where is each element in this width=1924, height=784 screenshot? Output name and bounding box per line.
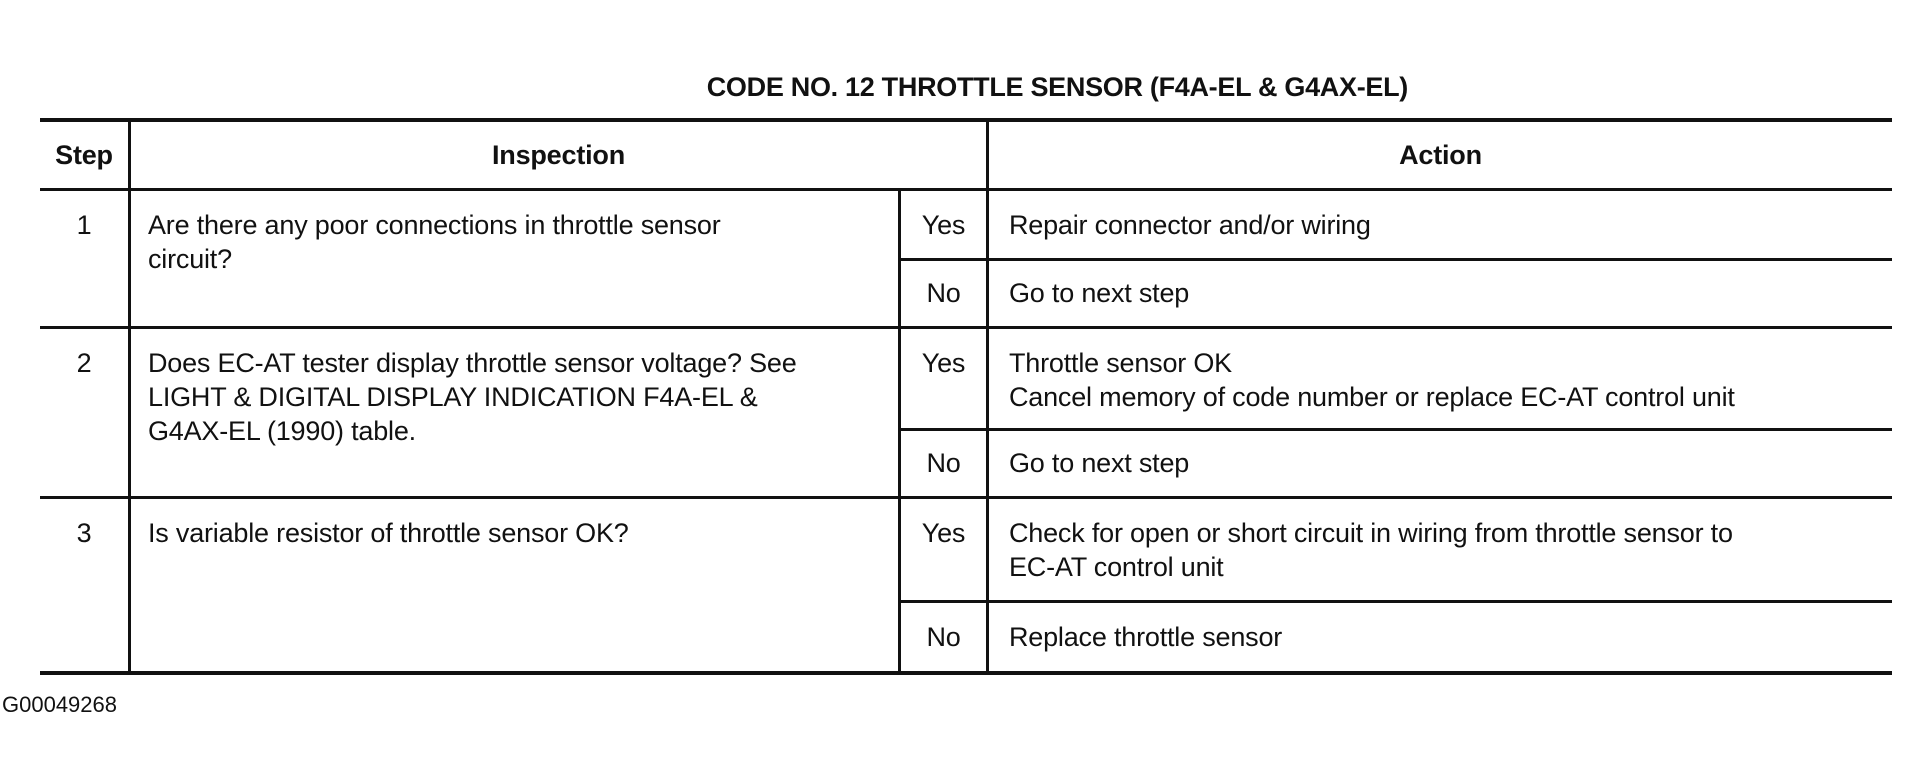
row-1-yes-label: Yes [921,210,966,240]
row-1-yes-action: Repair connector and/or wiring [1009,210,1371,240]
step-column-divider [128,118,131,673]
action-column-divider [986,118,989,673]
row-3-yes-label: Yes [921,518,966,548]
header-step: Step [55,140,113,170]
row-2-no-label: No [926,448,961,478]
row-1-inspection: Are there any poor connections in throttle sensor circuit? [148,210,721,274]
table-top-rule [40,118,1892,122]
table-title: CODE NO. 12 THROTTLE SENSOR (F4A-EL & G4AX-EL) [706,72,1408,102]
table-bottom-rule [40,671,1892,675]
row-2-yes-action: Throttle sensor OK Cancel memory of code number or replace EC-AT control unit [1009,348,1735,412]
row-1-step: 1 [76,210,92,240]
diagnostic-table [40,118,1892,676]
header-action: Action [1399,140,1482,170]
row-2-yes-label: Yes [921,348,966,378]
figure-id: G00049268 [2,692,117,717]
row-2-inspection: Does EC-AT tester display throttle sensor voltage? See LIGHT & DIGITAL DISPLAY INDICATION F4A-EL & G4AX-EL (1990) table. [148,348,797,446]
row-1-no-action: Go to next step [1009,278,1190,308]
row-3-no-action: Replace throttle sensor [1009,622,1283,652]
row-1-no-label: No [926,278,961,308]
row-2-yes-no-divider [898,428,1892,431]
row-3-step: 3 [76,518,92,548]
yes-no-column-divider [898,188,901,673]
row-3-yes-no-divider [898,600,1892,603]
header-inspection: Inspection [491,140,625,170]
row-2-step: 2 [76,348,92,378]
row-2-no-action: Go to next step [1009,448,1190,478]
header-rule [40,188,1892,191]
row-3-inspection: Is variable resistor of throttle sensor OK? [148,518,629,548]
row-1-bottom-rule [40,326,1892,329]
row-2-bottom-rule [40,496,1892,499]
row-3-yes-action: Check for open or short circuit in wiring from throttle sensor to EC-AT control unit [1009,518,1733,582]
row-1-yes-no-divider [898,258,1892,261]
row-3-no-label: No [926,622,961,652]
